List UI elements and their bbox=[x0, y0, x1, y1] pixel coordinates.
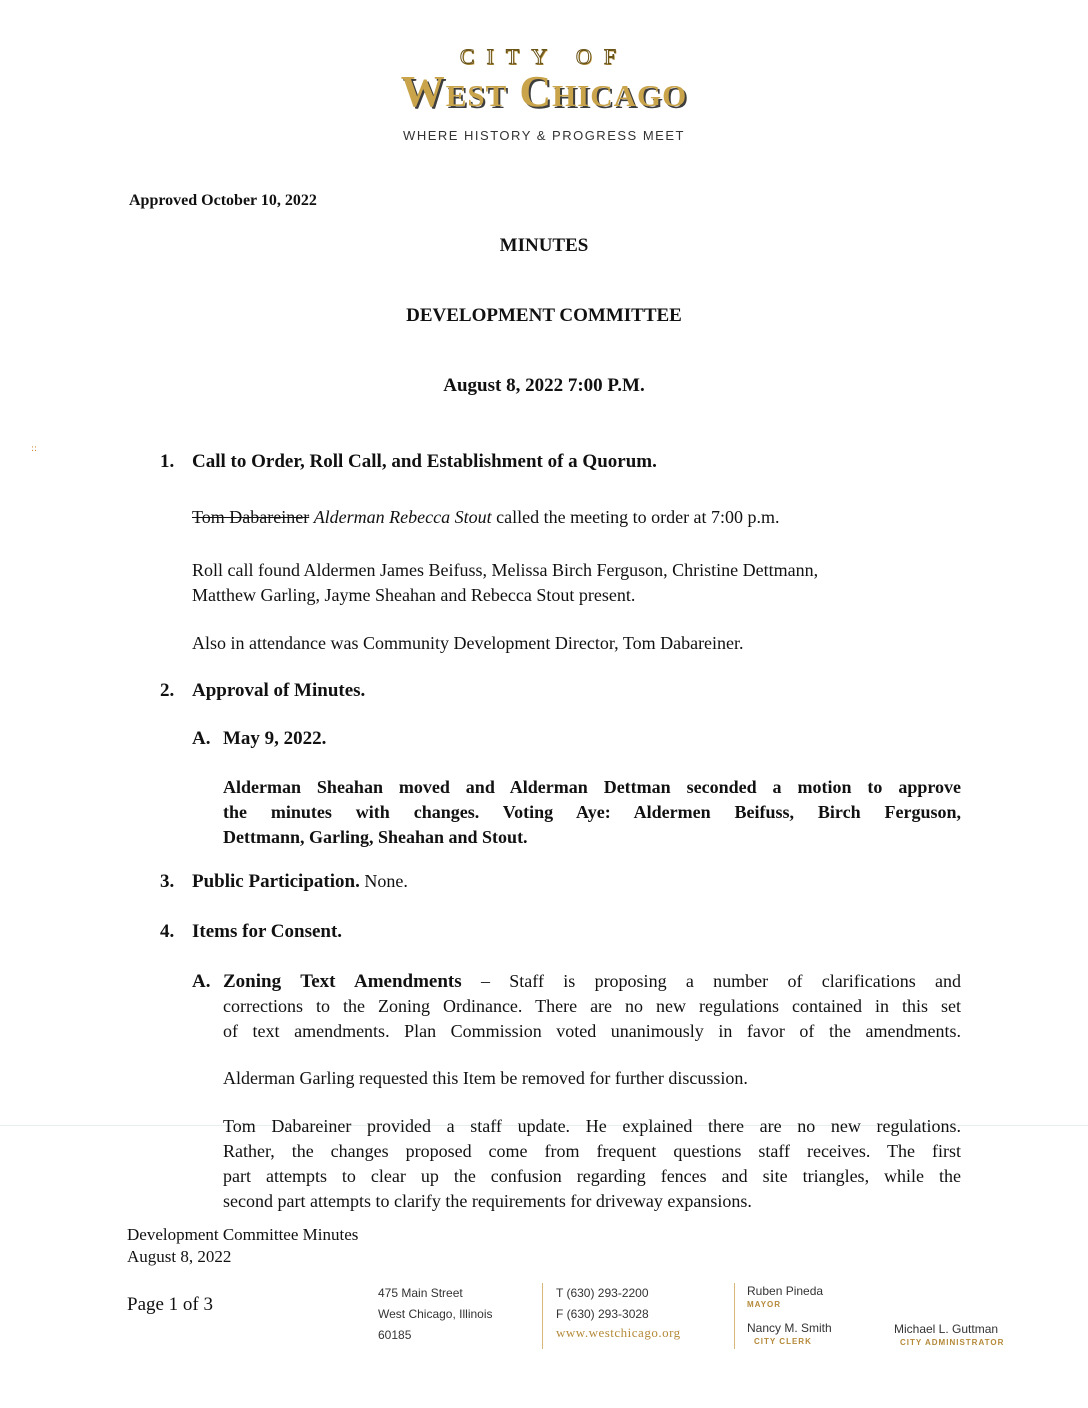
letterhead-city-of: CITY OF bbox=[459, 44, 629, 69]
approval-stamp: Approved October 10, 2022 bbox=[129, 192, 317, 209]
letterhead-tagline: WHERE HISTORY & PROGRESS MEET bbox=[403, 128, 685, 143]
footer-address bbox=[378, 1283, 493, 1346]
roll-call-line-1: Roll call found Aldermen James Beifuss, Melissa Birch Ferguson, Christine Dettmann, bbox=[192, 560, 819, 580]
section-3-title: Public Participation. bbox=[192, 871, 360, 892]
mayor-role: MAYOR bbox=[747, 1300, 782, 1309]
update-line-3: part attempts to clear up the confusion regarding fences and site triangles, while the bbox=[223, 1166, 961, 1186]
roll-call-line-2: Matthew Garling, Jayme Sheahan and Rebecca Stout present. bbox=[192, 585, 636, 605]
address-line-3: 60185 bbox=[378, 1328, 412, 1342]
motion-line-1: Alderman Sheahan moved and Alderman Dettman seconded a motion to approve bbox=[223, 777, 961, 797]
section-3-line bbox=[192, 871, 408, 893]
fax-number: F (630) 293-3028 bbox=[556, 1307, 649, 1321]
footer-divider-2 bbox=[734, 1283, 735, 1349]
phone-number: T (630) 293-2200 bbox=[556, 1286, 649, 1300]
administrator-role: CITY ADMINISTRATOR bbox=[900, 1338, 1005, 1347]
item-2a-label: A. bbox=[192, 728, 211, 749]
staff-update-paragraph bbox=[223, 1114, 961, 1214]
zoning-line-3: of text amendments. Plan Commission voted unanimously in favor of the amendments. bbox=[223, 1021, 961, 1041]
meeting-datetime: August 8, 2022 7:00 P.M. bbox=[443, 375, 645, 396]
committee-title: DEVELOPMENT COMMITTEE bbox=[406, 305, 682, 326]
administrator-name: Michael L. Guttman bbox=[894, 1322, 999, 1336]
mayor-name: Ruben Pineda bbox=[747, 1284, 824, 1298]
footer-doc-name: Development Committee Minutes bbox=[127, 1225, 359, 1244]
update-line-2: Rather, the changes proposed come from frequent questions staff receives. The first bbox=[223, 1141, 961, 1161]
website-link[interactable]: www.westchicago.org bbox=[556, 1325, 681, 1340]
attendance-paragraph: Also in attendance was Community Development Director, Tom Dabareiner. bbox=[192, 633, 744, 653]
administrator-block bbox=[894, 1322, 1004, 1347]
mayor-block bbox=[747, 1284, 823, 1309]
roll-call-paragraph bbox=[192, 558, 818, 608]
address-line-1: 475 Main Street bbox=[378, 1286, 463, 1300]
minutes-motion bbox=[223, 775, 961, 850]
section-2-number: 2. bbox=[160, 680, 175, 701]
section-4-number: 4. bbox=[160, 921, 175, 942]
margin-mark: :: bbox=[31, 444, 38, 454]
footer-doc-date: August 8, 2022 bbox=[127, 1247, 232, 1266]
page-number: Page 1 of 3 bbox=[127, 1294, 214, 1315]
doc-title: MINUTES bbox=[499, 235, 589, 256]
inserted-name: Alderman Rebecca Stout bbox=[313, 507, 492, 527]
item-4a-label: A. bbox=[192, 971, 211, 992]
item-4a-title: Zoning Text Amendments bbox=[223, 971, 462, 992]
item-2a-title: May 9, 2022. bbox=[223, 728, 327, 749]
clerk-role: CITY CLERK bbox=[754, 1337, 812, 1346]
footer-doc-info bbox=[127, 1224, 358, 1268]
section-2-title: Approval of Minutes. bbox=[192, 680, 366, 701]
section-3-text: None. bbox=[359, 871, 408, 891]
section-1-title: Call to Order, Roll Call, and Establishment of a Quorum. bbox=[192, 451, 657, 472]
motion-line-2: the minutes with changes. Voting Aye: Aldermen Beifuss, Birch Ferguson, bbox=[223, 802, 961, 822]
motion-line-3: Dettmann, Garling, Sheahan and Stout. bbox=[223, 827, 528, 847]
section-3-number: 3. bbox=[160, 871, 175, 892]
call-to-order-text: called the meeting to order at 7:00 p.m. bbox=[491, 507, 780, 527]
zoning-line-2: corrections to the Zoning Ordinance. There are no new regulations contained in this set bbox=[223, 996, 961, 1016]
section-1-number: 1. bbox=[160, 451, 175, 472]
clerk-name: Nancy M. Smith bbox=[747, 1321, 832, 1335]
call-to-order-paragraph bbox=[192, 505, 780, 530]
zoning-line-1-text: – Staff is proposing a number of clarifications and bbox=[461, 971, 962, 991]
zoning-amendments-paragraph bbox=[223, 969, 961, 1044]
zoning-line-1 bbox=[223, 969, 961, 994]
update-line-1: Tom Dabareiner provided a staff update. He explained there are no new regulations. bbox=[223, 1116, 961, 1136]
address-line-2: West Chicago, Illinois bbox=[378, 1307, 493, 1321]
footer-contact bbox=[556, 1283, 649, 1325]
update-line-4: second part attempts to clarify the requirements for driveway expansions. bbox=[223, 1191, 752, 1211]
section-4-title: Items for Consent. bbox=[192, 921, 343, 942]
removal-request-paragraph: Alderman Garling requested this Item be removed for further discussion. bbox=[223, 1068, 748, 1088]
struck-name: Tom Dabareiner bbox=[192, 507, 310, 527]
clerk-block bbox=[747, 1321, 832, 1346]
letterhead-city-name: West Chicago bbox=[400, 67, 688, 116]
footer-divider-1 bbox=[542, 1283, 543, 1349]
